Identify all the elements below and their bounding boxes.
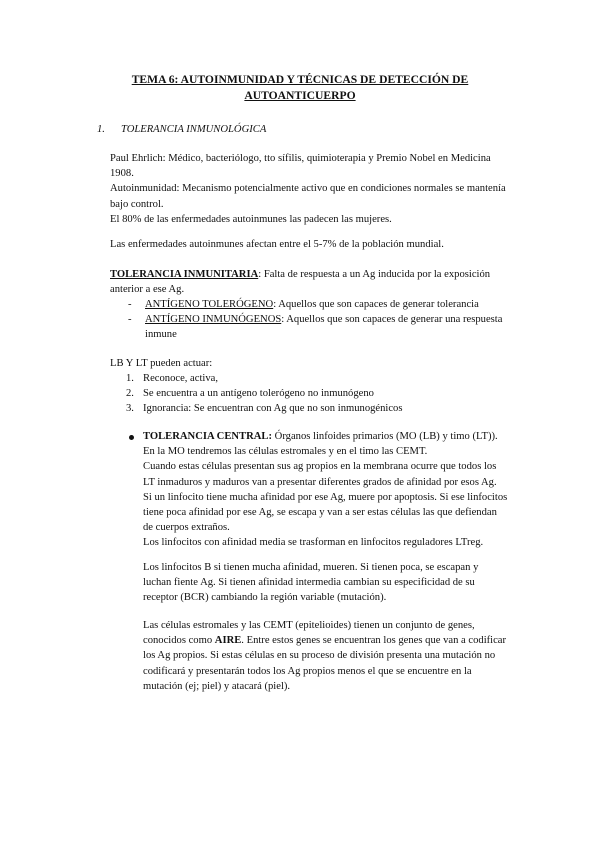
central-line: tiene poca afinidad por ese Ag, se escapa y van a ser estas células las que defiendan [143, 507, 497, 519]
tolerance-definition [110, 267, 530, 297]
central-line: En la MO tendremos las células estromales y en el timo las CEMT. [143, 446, 428, 458]
list-number: 1. [126, 373, 134, 384]
central-line: Cuando estas células presentan sus ag propios en la membrana ocurre que todos los [143, 461, 497, 473]
aire-line: . Entre estos genes se encuentran los genes que van a codificar [241, 635, 507, 647]
list-text: Reconoce, activa, [143, 373, 218, 384]
intro-paragraph [110, 151, 530, 227]
section-heading [97, 122, 266, 137]
tolerance-def: : Falta de respuesta a un Ag inducida por la exposición [258, 269, 491, 280]
prevalence-text: Las enfermedades autoinmunes afectan entre el 5-7% de la población mundial. [110, 239, 444, 250]
document-title [100, 72, 500, 104]
dash-marker: - [128, 314, 132, 325]
inmunogeno-term: ANTÍGENO INMUNÓGENOS [145, 314, 282, 325]
list-text: Ignorancia: Se encuentran con Ag que no son inmunogénicos [143, 403, 403, 414]
list-number: 3. [126, 403, 134, 414]
tolerance-def-cont: anterior a ese Ag. [110, 284, 185, 296]
aire-line: conocidos como [143, 635, 215, 647]
intro-line: bajo control. [110, 198, 164, 210]
title-line-1: TEMA 6: AUTOINMUNIDAD Y TÉCNICAS DE DETECCIÓN DE [131, 73, 469, 86]
list-text: Se encuentra a un antígeno tolerógeno no inmunógeno [143, 388, 374, 399]
aire-paragraph [143, 618, 533, 694]
central-line: Si un linfocito tiene mucha afinidad por ese Ag, muere por apoptosis. Si ese linfocitos [143, 491, 508, 503]
intro-line: 1908. [110, 168, 134, 180]
aire-line: codificará y presentarán todos los Ag propios menos el que se encuentre en la [143, 665, 472, 677]
aire-line: los Ag propios. Si estas células en su proceso de división presenta una mutación no [143, 650, 496, 662]
bullet-dot-icon [129, 435, 134, 440]
lb-paragraph [143, 560, 533, 606]
lb-line: Los linfocitos B si tienen mucha afinidad, mueren. Si tienen poca, se escapan y [143, 562, 479, 573]
aire-line: Las células estromales y las CEMT (epitelioides) tienen un conjunto de genes, [143, 620, 475, 631]
title-line-2: AUTOANTICUERPO [244, 89, 356, 102]
tolerance-term: TOLERANCIA INMUNITARIA [110, 269, 259, 280]
central-line: LT inmaduros y maduros van a presentar diferentes grados de afinidad por esos Ag. [143, 476, 497, 488]
tolerogeno-def: : Aquellos que son capaces de generar tolerancia [273, 299, 479, 310]
section-title: TOLERANCIA INMUNOLÓGICA [121, 124, 267, 135]
tolerogeno-term: ANTÍGENO TOLERÓGENO [145, 299, 274, 310]
inmunogeno-def: : Aquellos que son capaces de generar una respuesta [281, 314, 503, 325]
central-tolerance-term: TOLERANCIA CENTRAL: [143, 431, 273, 442]
section-number: 1. [97, 124, 105, 135]
inmunogeno-def-cont: inmune [145, 329, 177, 341]
dash-marker: - [128, 299, 132, 310]
intro-line: El 80% de las enfermedades autoinmunes las padecen las mujeres. [110, 213, 392, 225]
intro-line: Autoinmunidad: Mecanismo potencialmente activo que en condiciones normales se mantenía [110, 183, 506, 195]
central-line: Órganos linfoides primarios (MO (LB) y timo (LT)). [272, 431, 498, 442]
lb-lt-heading: LB Y LT pueden actuar: [110, 358, 213, 369]
central-line: de cuerpos extraños. [143, 522, 230, 534]
aire-term: AIRE [214, 635, 242, 647]
prevalence-line [110, 237, 530, 252]
lb-line: luchan fiente Ag. Si tienen afinidad intermedia cambian su especificidad de su [143, 577, 475, 589]
central-line: Los linfocitos con afinidad media se trasforman en linfocitos reguladores LTreg. [143, 537, 484, 549]
intro-line: Paul Ehrlich: Médico, bacteriólogo, tto sífilis, quimioterapia y Premio Nobel en Medicina [110, 153, 491, 164]
central-tolerance-paragraph [143, 429, 533, 551]
lb-line: receptor (BCR) cambiando la región variable (mutación). [143, 592, 387, 604]
aire-line: mutación (ej; piel) y atacará (piel). [143, 680, 291, 692]
list-number: 2. [126, 388, 134, 399]
